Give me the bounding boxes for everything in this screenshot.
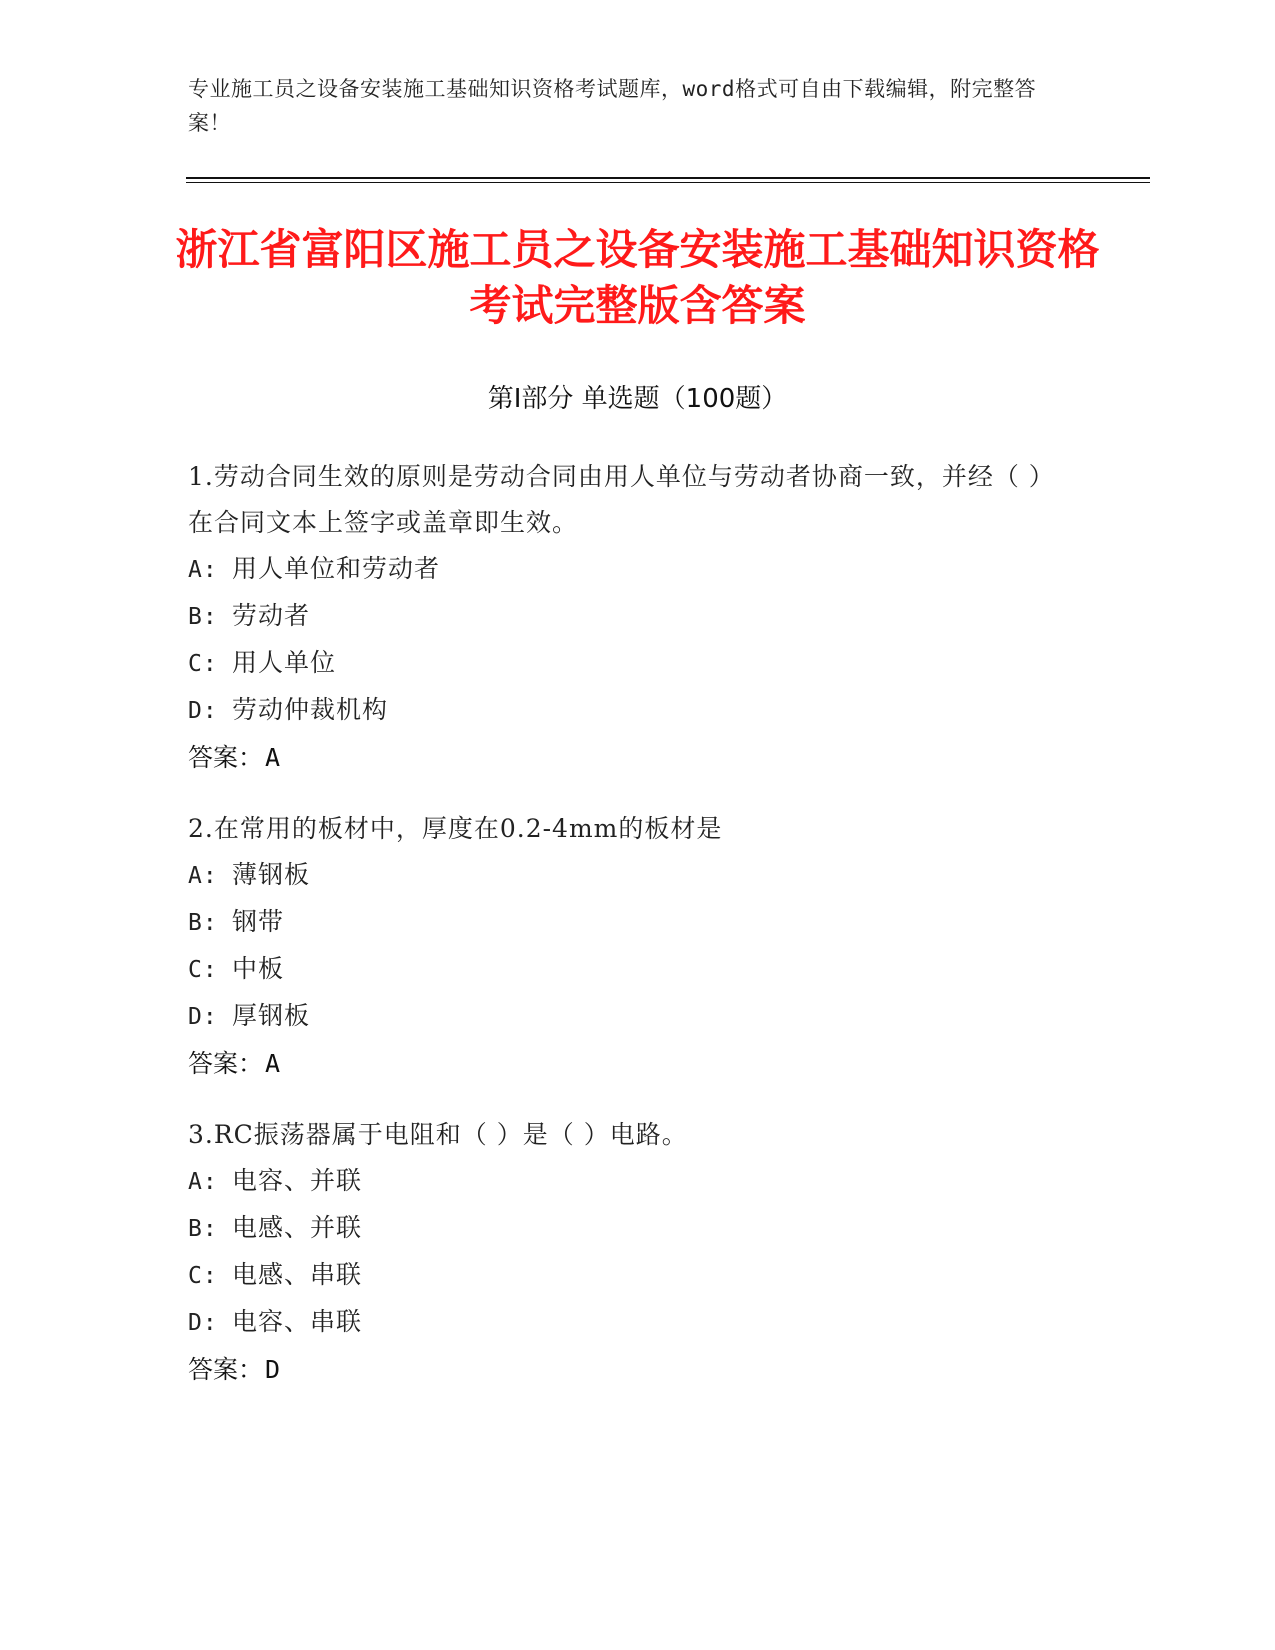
- question-3: [188, 1112, 1068, 1394]
- answer-value: A: [265, 743, 281, 772]
- option-text: 钢带: [232, 907, 285, 936]
- option-text: 用人单位和劳动者: [232, 554, 441, 583]
- option-letter: A:: [188, 1169, 218, 1195]
- option-a: [188, 852, 1068, 899]
- option-d: [188, 993, 1068, 1040]
- document-title: 浙江省富阳区施工员之设备安装施工基础知识资格考试完整版含答案: [175, 225, 1100, 330]
- answer-value: D: [265, 1355, 281, 1384]
- option-b: [188, 899, 1068, 946]
- header-note: 专业施工员之设备安装施工基础知识资格考试题库，word格式可自由下载编辑，附完整答案！: [188, 77, 1037, 135]
- option-letter: B:: [188, 1216, 218, 1242]
- header-divider-thin: [186, 182, 1150, 183]
- answer-label: 答案：: [188, 743, 264, 772]
- option-text: 劳动仲裁机构: [232, 695, 389, 724]
- option-c: [188, 1252, 1068, 1299]
- option-text: 电感、并联: [232, 1213, 363, 1242]
- option-letter: D:: [188, 1004, 218, 1030]
- option-a: [188, 1158, 1068, 1205]
- option-b: [188, 593, 1068, 640]
- question-stem: 2.在常用的板材中，厚度在0.2-4mm的板材是: [188, 814, 723, 843]
- option-b: [188, 1205, 1068, 1252]
- option-letter: B:: [188, 910, 218, 936]
- option-text: 厚钢板: [232, 1001, 311, 1030]
- header-divider-thick: [186, 177, 1150, 179]
- option-letter: A:: [188, 557, 218, 583]
- option-text: 电感、串联: [232, 1260, 363, 1289]
- option-letter: D:: [188, 1310, 218, 1336]
- option-letter: C:: [188, 1263, 218, 1289]
- answer-line: [188, 734, 1068, 782]
- answer-line: [188, 1346, 1068, 1394]
- option-letter: C:: [188, 651, 218, 677]
- answer-label: 答案：: [188, 1049, 264, 1078]
- question-1: [188, 454, 1068, 782]
- answer-value: A: [265, 1049, 281, 1078]
- option-d: [188, 687, 1068, 734]
- option-letter: A:: [188, 863, 218, 889]
- option-text: 中板: [232, 954, 285, 983]
- question-stem: 3.RC振荡器属于电阻和（ ）是（ ）电路。: [188, 1120, 688, 1149]
- option-letter: C:: [188, 957, 218, 983]
- answer-label: 答案：: [188, 1355, 264, 1384]
- option-d: [188, 1299, 1068, 1346]
- option-a: [188, 546, 1068, 593]
- option-c: [188, 946, 1068, 993]
- question-2: [188, 806, 1068, 1088]
- question-stem: 1.劳动合同生效的原则是劳动合同由用人单位与劳动者协商一致，并经（ ）在合同文本上签字或盖章即生效。: [188, 462, 1055, 537]
- option-text: 电容、串联: [232, 1307, 363, 1336]
- answer-line: [188, 1040, 1068, 1088]
- option-text: 用人单位: [232, 648, 337, 677]
- option-letter: D:: [188, 698, 218, 724]
- section-heading: 第Ⅰ部分 单选题（100题）: [487, 384, 788, 414]
- option-letter: B:: [188, 604, 218, 630]
- option-c: [188, 640, 1068, 687]
- option-text: 薄钢板: [232, 860, 311, 889]
- option-text: 劳动者: [232, 601, 311, 630]
- option-text: 电容、并联: [232, 1166, 363, 1195]
